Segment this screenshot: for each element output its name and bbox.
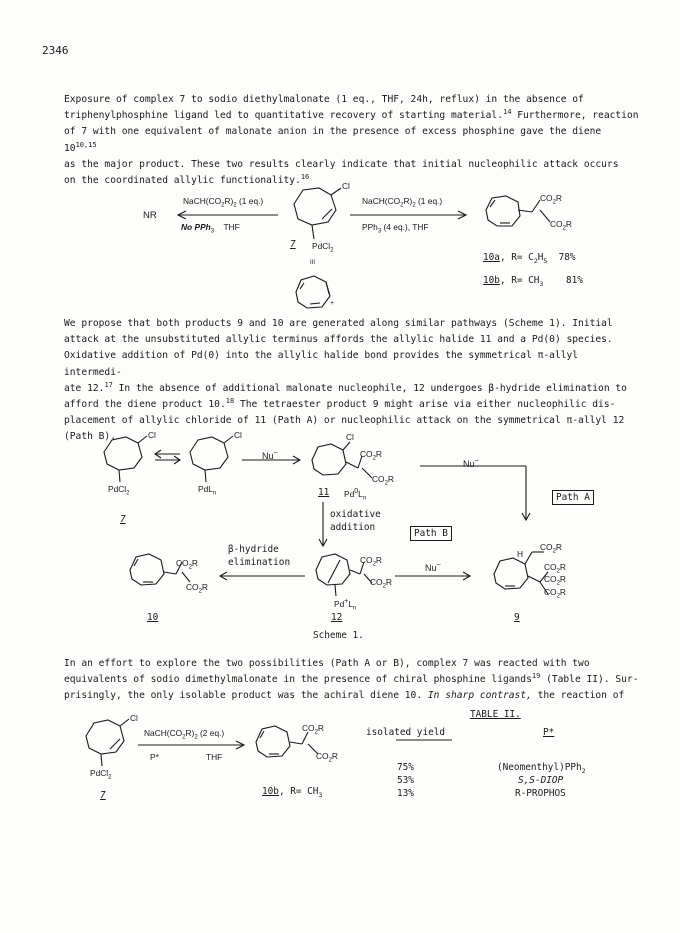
nr-label: NR: [143, 210, 157, 221]
s1-co2r-11b: $CO_2R$: [372, 474, 394, 487]
scheme1-arrow-oxidative: [319, 502, 327, 546]
p2-line-7: (Path B).: [64, 431, 116, 443]
s1-co2r-9a: $CO_2R$: [540, 542, 562, 555]
right-reagent: $NaCH(CO_2R)_2$ (1 eq.): [362, 196, 443, 209]
p2-line-4: ate 12.: [64, 382, 105, 394]
p2-line-4b: In the absence of additional malonate nucleophile, 12 undergoes β-hydride elimination to: [112, 382, 627, 394]
s1-pdcl: PdCl$_2$: [108, 484, 130, 497]
s1-nu-3: Nu−: [425, 560, 441, 573]
table2-col-p: P*: [543, 727, 555, 738]
b-co2r-1: $CO_2R$: [302, 723, 324, 736]
diene-byproduct-ring: [296, 276, 330, 308]
s1-pdln-12: $Pd^+L_n$: [334, 598, 357, 612]
left-conditions: No PPh$_3$ THF: [181, 222, 240, 235]
table2-row-1-yield: 75%: [397, 762, 414, 773]
s1-nu-1: Nu−: [262, 448, 278, 461]
path-b-box: Path B: [410, 526, 452, 541]
complex-7-top-ring: [294, 188, 341, 239]
top-compound-7: 7: [290, 239, 296, 250]
b-product-label: 10b, $R= CH_3$: [262, 786, 323, 799]
table2-title: TABLE II.: [470, 709, 521, 720]
table2-row-1-ligand: (Neomenthyl)PPh$_2$: [497, 762, 586, 775]
b-cl: Cl: [130, 713, 138, 723]
oxidative-label: oxidative: [330, 509, 381, 520]
s1-compound-10: 10: [147, 612, 159, 623]
s1-compound-7: 7: [120, 514, 126, 525]
ref-19: 19: [531, 672, 541, 681]
s1-co2r-12a: $CO_2R$: [360, 555, 382, 568]
table2-row-3-yield: 13%: [397, 788, 414, 799]
s1-co2r-10b: $CO_2R$: [186, 582, 208, 595]
b-compound-7: 7: [100, 790, 106, 801]
p1-line-3: of 7 with one equivalent of malonate anion in the presence of excess phosphine gave the diene 10: [64, 126, 602, 154]
p3-line-2b: (Table II). Sur-: [540, 674, 639, 686]
top-pdcl-label: PdCl$_2$: [312, 241, 334, 254]
table2-col-yield: isolated yield: [366, 727, 446, 738]
scheme1-ring-7: [104, 436, 147, 482]
arrow-right-top: [350, 211, 466, 219]
top-iii-label: III: [310, 260, 316, 266]
s1-pdl: PdL$_n$: [198, 484, 217, 497]
p3-line-3b: the reaction of: [531, 690, 625, 702]
s1-co2r-9d: $CO_2R$: [544, 587, 566, 600]
plus-sign: +: [330, 300, 335, 307]
scheme1-ring-pdl: [190, 436, 233, 482]
s1-co2r-10a: $CO_2R$: [176, 558, 198, 571]
s1-compound-9: 9: [514, 612, 520, 623]
s1-cl-3: Cl: [346, 432, 354, 442]
s1-nu-2: Nu−: [463, 456, 479, 469]
p3-line-3: prisingly, the only isolable product was the achiral diene 10.: [64, 690, 423, 702]
ref-17: 17: [104, 380, 113, 389]
s1-co2r-9c: $CO_2R$: [544, 574, 566, 587]
p2-line-5b: The tetraester product 9 might arise via either nucleophilic dis-: [234, 399, 616, 411]
scheme1-arrow-1: [155, 450, 180, 464]
arrow-left-top: [178, 211, 278, 219]
p2-line-2: attack at the unsubstituted allylic terminus affords the allylic halide 11 and a Pd(0) species.: [64, 334, 613, 346]
scheme1-arrow-beta: [220, 572, 305, 580]
b-co2r-2: $CO_2R$: [316, 751, 338, 764]
b-thf: THF: [206, 752, 223, 762]
p2-line-3: Oxidative addition of Pd(0) into the allylic halide bond provides the symmetrical π-allyl intermedi-: [64, 350, 579, 378]
p3-line-1: In an effort to explore the two possibilities (Path A or B), complex 7 was reacted with two: [64, 658, 590, 669]
elimination-label: elimination: [228, 557, 291, 568]
ref-14: 14: [502, 108, 512, 117]
table2-row-2-ligand: S,S-DIOP: [518, 775, 564, 786]
s1-co2r-12b: $CO_2R$: [370, 577, 392, 590]
ref-18: 18: [225, 396, 235, 405]
product-10b-line: 10b, $R= CH_3$ 81%: [483, 275, 583, 288]
p2-line-5: afford the diene product 10.: [64, 399, 226, 411]
scheme1-arrow-path-a: [420, 466, 530, 520]
p1-line-2b: Furthermore, reaction: [511, 110, 639, 122]
addition-label: addition: [330, 522, 376, 533]
p2-line-6: placement of allylic chloride of 11 (Path A) or nucleophilic attack on the symmetrical π-allyl 12: [64, 415, 625, 427]
product-10a-line: 10a, $R= C_2H_5$ 78%: [483, 252, 576, 265]
table2-row-3-ligand: R-PROPHOS: [515, 788, 566, 799]
scheme1-arrow-nu: [395, 572, 470, 580]
p3-emphasis: In sharp contrast,: [427, 690, 532, 702]
right-conditions: PPh$_3$ (4 eq.), THF: [362, 222, 429, 235]
p1-line-4: as the major product. These two results clearly indicate that initial nucleophilic attack occurs: [64, 158, 619, 170]
s1-cl-1: Cl: [148, 430, 156, 440]
bottom-ring-7: [86, 719, 129, 766]
b-p-star: P*: [150, 752, 159, 762]
scheme1-caption: Scheme 1.: [313, 630, 364, 641]
s1-compound-12: 12: [331, 612, 343, 623]
s1-cl-2: Cl: [234, 430, 242, 440]
p3-line-2: equivalents of sodio dimethylmalonate in the presence of chiral phosphine ligands: [64, 674, 532, 686]
s1-compound-11: 11: [318, 487, 330, 498]
beta-hydride-label: β-hydride: [228, 544, 279, 555]
s1-pd0ln-11: $Pd^0L_n$: [344, 488, 367, 502]
p2-line-1: We propose that both products 9 and 10 are generated along similar pathways (Scheme 1). Initial: [64, 318, 613, 329]
top-cl-label: Cl: [342, 181, 350, 191]
page-number: 2346: [42, 44, 69, 57]
ref-10-15: 10,15: [75, 140, 97, 149]
path-a-box: Path A: [552, 490, 594, 505]
ref-16: 16: [300, 172, 310, 181]
p1-line-1: Exposure of complex 7 to sodio diethylmalonate (1 eq., THF, 24h, reflux) in the absence of: [64, 94, 584, 105]
left-reagent: $NaCH(CO_2R)_2$ (1 eq.): [183, 196, 264, 209]
bottom-arrow: [138, 741, 244, 749]
s1-co2r-9b: $CO_2R$: [544, 562, 566, 575]
top-co2r-2: $CO_2R$: [550, 219, 572, 232]
top-co2r-1: $CO_2R$: [540, 193, 562, 206]
b-pdcl: PdCl$_2$: [90, 768, 112, 781]
p1-line-5: on the coordinated allylic functionality.: [64, 175, 301, 187]
p1-line-2: triphenylphosphine ligand led to quantitative recovery of starting material.: [64, 110, 503, 122]
table2-row-2-yield: 53%: [397, 775, 414, 786]
s1-co2r-11a: $CO_2R$: [360, 449, 382, 462]
b-reagent: $NaCH(CO_2R)_2$ (2 eq.): [144, 728, 225, 741]
s1-h-label: H: [517, 549, 524, 559]
